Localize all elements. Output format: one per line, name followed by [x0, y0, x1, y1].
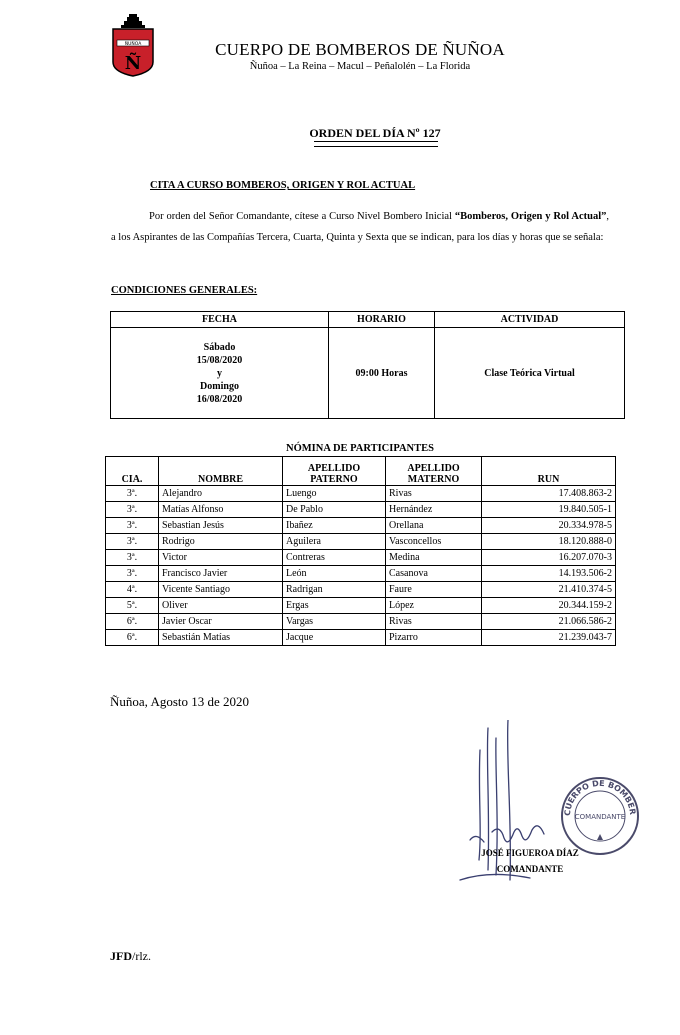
participant-nombre: Sebastian Jesús: [159, 518, 283, 534]
participant-run: 20.334.978-5: [482, 518, 616, 534]
participant-nombre: Alejandro: [159, 486, 283, 502]
participant-paterno: Jacque: [283, 630, 386, 646]
conditions-title: CONDICIONES GENERALES:: [111, 285, 258, 296]
header-apellido-materno: [386, 457, 482, 486]
initials-rest: /rlz.: [132, 949, 151, 963]
header-paterno-line: APELLIDO: [307, 463, 361, 474]
participants-header-row: [106, 457, 616, 486]
header-materno-line: MATERNO: [407, 474, 460, 485]
fecha-line: y: [217, 367, 222, 379]
participant-cia: 3ª.: [106, 502, 159, 518]
table-row: [106, 502, 616, 518]
participant-paterno: Ibañez: [283, 518, 386, 534]
body-paragraph: [111, 206, 609, 248]
participant-nombre: Francisco Javier: [159, 566, 283, 582]
participant-materno: Faure: [386, 582, 482, 598]
fecha-line: Domingo: [200, 380, 239, 392]
table-row: [106, 566, 616, 582]
participant-run: 17.408.863-2: [482, 486, 616, 502]
participant-materno: López: [386, 598, 482, 614]
participant-run: 21.066.586-2: [482, 614, 616, 630]
participant-run: 21.239.043-7: [482, 630, 616, 646]
table-row: [106, 550, 616, 566]
header-nombre: NOMBRE: [159, 457, 283, 486]
table-row: [106, 486, 616, 502]
participant-cia: 5ª.: [106, 598, 159, 614]
participants-title: NÓMINA DE PARTICIPANTES: [285, 443, 434, 454]
participant-paterno: Luengo: [283, 486, 386, 502]
course-name: “Bomberos, Origen y Rol Actual”: [454, 211, 607, 222]
participant-materno: Orellana: [386, 518, 482, 534]
stamp-center-text: COMANDANTE: [574, 813, 626, 821]
participants-table: [105, 456, 616, 646]
stamp-star-icon: [597, 834, 603, 840]
participant-cia: 3ª.: [106, 518, 159, 534]
participant-materno: Vasconcellos: [386, 534, 482, 550]
participant-materno: Pizarro: [386, 630, 482, 646]
participant-nombre: Oliver: [159, 598, 283, 614]
header-fecha: FECHA: [111, 312, 329, 328]
header-paterno-line: PATERNO: [310, 474, 358, 485]
body-text-end: , a los Aspirantes de las Compañías Tercera, Cuarta, Quinta y Sexta que se indican, para los días y horas que se señala:: [111, 211, 609, 243]
subject-line: CITA A CURSO BOMBEROS, ORIGEN Y ROL ACTUAL: [150, 180, 416, 191]
participants-body: [106, 486, 616, 646]
conditions-table: [110, 311, 625, 419]
header-cia: CIA.: [106, 457, 159, 486]
participant-run: 16.207.070-3: [482, 550, 616, 566]
svg-text:CUERPO DE BOMBEROS DE ÑUÑOA: [400, 720, 637, 816]
participant-paterno: Vargas: [283, 614, 386, 630]
participant-paterno: Contreras: [283, 550, 386, 566]
conditions-header-row: [111, 312, 625, 328]
conditions-row: [111, 328, 625, 419]
participant-paterno: Aguilera: [283, 534, 386, 550]
participant-run: 19.840.505-1: [482, 502, 616, 518]
participant-materno: Hernández: [386, 502, 482, 518]
participant-cia: 4ª.: [106, 582, 159, 598]
reference-initials: [110, 949, 151, 964]
date-line: Ñuñoa, Agosto 13 de 2020: [110, 694, 250, 709]
signer-role: COMANDANTE: [496, 864, 564, 874]
signer-name: JOSÉ FIGUEROA DÍAZ: [481, 848, 579, 858]
header-apellido-paterno: [283, 457, 386, 486]
participant-materno: Casanova: [386, 566, 482, 582]
participant-nombre: Matías Alfonso: [159, 502, 283, 518]
body-text-start: Por orden del Señor Comandante, cítese a Curso Nivel Bombero Inicial: [149, 211, 455, 222]
order-title: ORDEN DEL DÍA Nº 127: [309, 126, 441, 140]
participant-nombre: Victor: [159, 550, 283, 566]
fire-department-logo: [110, 12, 156, 78]
actividad-cell: Clase Teórica Virtual: [435, 328, 625, 419]
participant-paterno: León: [283, 566, 386, 582]
header-horario: HORARIO: [329, 312, 435, 328]
participant-materno: Medina: [386, 550, 482, 566]
header-materno-line: APELLIDO: [407, 463, 460, 474]
header-actividad: ACTIVIDAD: [435, 312, 625, 328]
official-stamp: [400, 720, 638, 854]
header-run: RUN: [482, 457, 616, 486]
horario-cell: 09:00 Horas: [329, 328, 435, 419]
stamp-ring-text: CUERPO DE BOMBER: [562, 778, 638, 817]
participant-run: 14.193.506-2: [482, 566, 616, 582]
participant-paterno: Radrigan: [283, 582, 386, 598]
participant-paterno: Ergas: [283, 598, 386, 614]
participant-nombre: Vicente Santiago: [159, 582, 283, 598]
fecha-cell: [111, 328, 329, 419]
title-double-rule: [314, 141, 438, 147]
participant-cia: 3ª.: [106, 534, 159, 550]
table-row: [106, 598, 616, 614]
table-row: [106, 518, 616, 534]
participant-nombre: Sebastián Matías: [159, 630, 283, 646]
fecha-line: Sábado: [203, 341, 236, 353]
participant-paterno: De Pablo: [283, 502, 386, 518]
participant-run: 20.344.159-2: [482, 598, 616, 614]
participant-nombre: Rodrigo: [159, 534, 283, 550]
table-row: [106, 582, 616, 598]
table-row: [106, 614, 616, 630]
participant-nombre: Javier Oscar: [159, 614, 283, 630]
logo-banner-text: ÑUÑOA: [124, 42, 142, 47]
participant-materno: Rivas: [386, 614, 482, 630]
participant-cia: 6ª.: [106, 630, 159, 646]
org-subtitle: Ñuñoa – La Reina – Macul – Peñalolén – La Florida: [249, 61, 471, 72]
table-row: [106, 630, 616, 646]
participant-cia: 3ª.: [106, 566, 159, 582]
participant-cia: 6ª.: [106, 614, 159, 630]
org-name: CUERPO DE BOMBEROS DE ÑUÑOA: [215, 40, 505, 59]
participant-run: 21.410.374-5: [482, 582, 616, 598]
participant-cia: 3ª.: [106, 486, 159, 502]
logo-letter: Ñ: [124, 53, 142, 74]
table-row: [106, 534, 616, 550]
participant-run: 18.120.888-0: [482, 534, 616, 550]
initials-bold: JFD: [110, 949, 132, 963]
participant-materno: Rivas: [386, 486, 482, 502]
fecha-line: 15/08/2020: [196, 354, 243, 366]
fecha-line: 16/08/2020: [196, 393, 243, 405]
participant-cia: 3ª.: [106, 550, 159, 566]
